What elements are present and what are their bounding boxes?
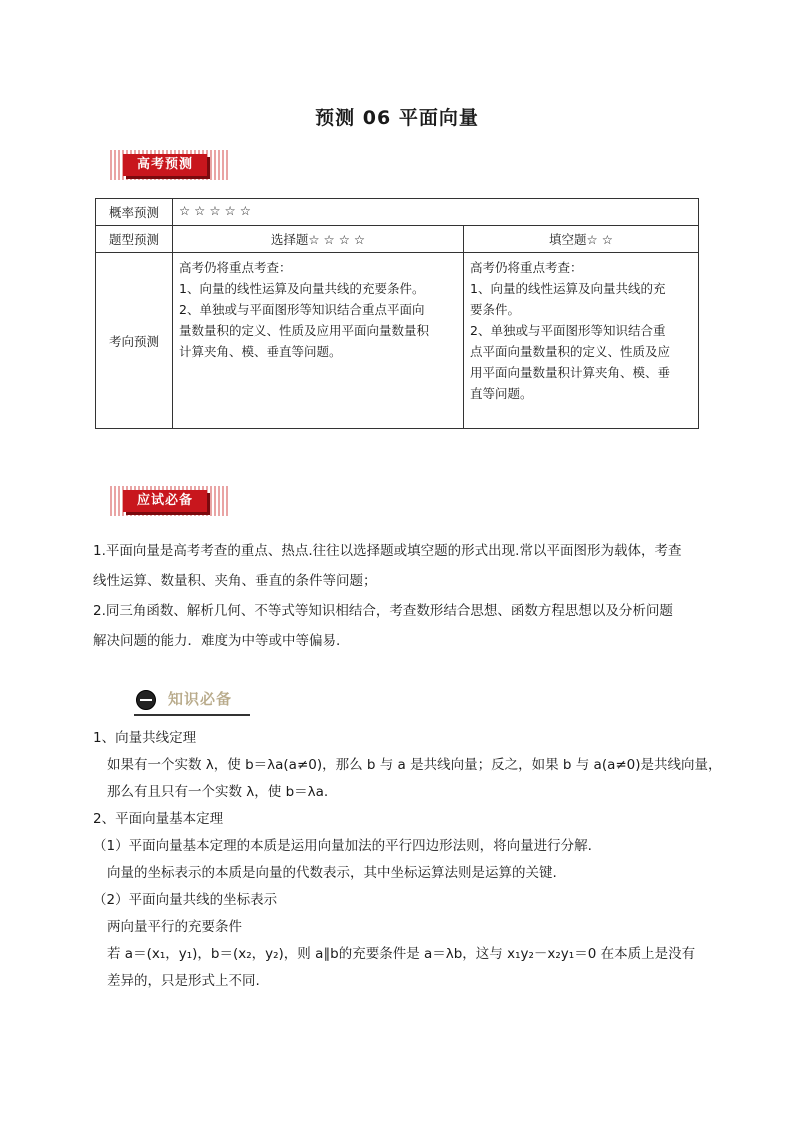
row-header: 题型预测: [96, 226, 173, 253]
cell-line: 计算夹角、模、垂直等问题。: [179, 344, 342, 359]
section-heading: 2、平面向量基本定理: [93, 811, 224, 827]
knowledge-heading: [134, 686, 250, 716]
table-row: [96, 199, 699, 226]
exam-prediction-banner: [110, 150, 228, 180]
paragraph-line: 线性运算、数量积、夹角、垂直的条件等问题；: [93, 573, 377, 589]
cell-line: 点平面向量数量积的定义、性质及应: [470, 344, 671, 359]
subsection-heading: （2）平面向量共线的坐标表示: [93, 892, 278, 908]
text-line: （1）平面向量基本定理的本质是运用向量加法的平行四边形法则，将向量进行分解.: [93, 838, 592, 854]
fill-question-cell: 填空题☆ ☆: [464, 226, 699, 253]
cell-line: 2、单独或与平面图形等知识结合重点平面向: [179, 302, 425, 317]
cell-line: 要条件。: [470, 302, 521, 317]
banner-label: 高考预测: [123, 154, 207, 176]
text-line: 两向量平行的充要条件: [107, 919, 242, 935]
row-header: 概率预测: [96, 199, 173, 226]
minus-circle-icon: [136, 690, 156, 710]
cell-line: 高考仍将重点考查：: [470, 260, 583, 275]
text-line: 向量的坐标表示的本质是向量的代数表示，其中坐标运算法则是运算的关键.: [107, 865, 557, 881]
knowledge-label: 知识必备: [168, 690, 233, 708]
choice-question-cell: 选择题☆ ☆ ☆ ☆: [173, 226, 464, 253]
cell-line: 直等问题。: [470, 386, 533, 401]
exam-prep-banner: [110, 486, 228, 516]
paragraph-line: 1.平面向量是高考考查的重点、热点.往往以选择题或填空题的形式出现.常以平面图形为载体，考查: [93, 543, 682, 559]
cell-line: 量数量积的定义、性质及应用平面向量数量积: [179, 323, 430, 338]
cell-line: 1、向量的线性运算及向量共线的充要条件。: [179, 281, 425, 296]
section-heading: 1、向量共线定理: [93, 730, 197, 746]
paragraph-line: 解决问题的能力．难度为中等或中等偏易.: [93, 633, 341, 649]
cell-line: 1、向量的线性运算及向量共线的充: [470, 281, 666, 296]
banner-label: 应试必备: [123, 490, 207, 512]
prediction-table: [95, 198, 699, 429]
text-line: 差异的，只是形式上不同.: [107, 973, 260, 989]
probability-stars: ☆ ☆ ☆ ☆ ☆: [173, 199, 699, 226]
prep-paragraph: [93, 536, 703, 656]
direction-cell-choice: [173, 253, 464, 429]
cell-line: 用平面向量数量积计算夹角、模、垂: [470, 365, 671, 380]
paragraph-line: 2.同三角函数、解析几何、不等式等知识相结合，考查数形结合思想、函数方程思想以及分析问题: [93, 603, 673, 619]
cell-line: 高考仍将重点考查：: [179, 260, 292, 275]
cell-line: 2、单独或与平面图形等知识结合重: [470, 323, 666, 338]
page-title: 预测 06 平面向量: [315, 107, 479, 129]
table-row: [96, 253, 699, 429]
text-line: 如果有一个实数 λ，使 b＝λa(a≠0)，那么 b 与 a 是共线向量；反之，如果 b 与 a(a≠0)是共线向量，: [107, 757, 722, 773]
table-row: [96, 226, 699, 253]
text-line: 若 a＝(x₁，y₁)，b＝(x₂，y₂)，则 a∥b的充要条件是 a＝λb，这与 x₁y₂－x₂y₁＝0 在本质上是没有: [107, 946, 696, 962]
row-header: 考向预测: [96, 253, 173, 429]
text-line: 那么有且只有一个实数 λ，使 b＝λa.: [107, 784, 329, 800]
direction-cell-fill: [464, 253, 699, 429]
